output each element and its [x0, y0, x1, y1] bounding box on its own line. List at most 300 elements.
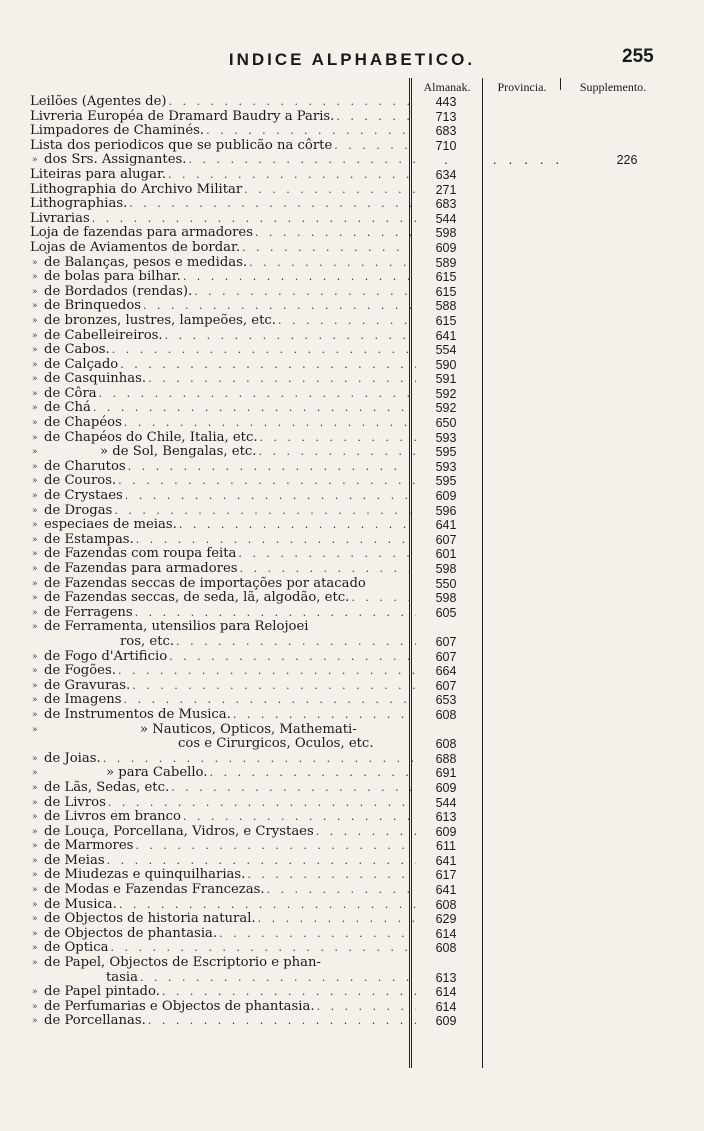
almanak-page: 590: [435, 357, 457, 372]
dot-leader: [258, 431, 416, 446]
dot-leader: [231, 708, 416, 723]
entry-text: de Louça, Porcellana, Vidros, e Crystaes: [44, 823, 314, 839]
almanak-page: 593: [435, 459, 457, 474]
ditto-mark: »: [32, 447, 38, 458]
ditto-mark: »: [32, 491, 38, 502]
entry-text: de bronzes, lustres, lampeões, etc.: [44, 312, 276, 328]
dot-leader: [332, 139, 416, 154]
dot-leader: [166, 168, 416, 183]
dot-leader: [163, 329, 416, 344]
dot-leader: [116, 474, 416, 489]
entry-text: de Objectos de historia natural.: [44, 911, 256, 927]
almanak-page: 608: [435, 897, 457, 912]
ditto-mark: »: [32, 651, 38, 662]
entry-text: de Fazendas para armadores: [44, 561, 238, 576]
almanak-page: 598: [435, 591, 457, 606]
entry-text: de Musica.: [44, 896, 117, 912]
index-entry: [30, 561, 457, 577]
index-entry: [30, 779, 457, 796]
entry-text: de Chá: [44, 400, 91, 416]
dot-leader: [204, 124, 416, 139]
dot-leader: [207, 766, 416, 781]
ditto-mark: »: [32, 709, 38, 720]
almanak-page: 613: [435, 810, 457, 825]
dot-leader: [314, 825, 416, 840]
dot-leader: [177, 518, 416, 533]
entry-text: de Joias.: [44, 750, 101, 766]
almanak-page: 443: [435, 95, 457, 109]
entry-text: de Brinquedos: [44, 298, 142, 314]
entry-text: de Fazendas seccas de importações por atacado: [44, 575, 366, 591]
entry-text: tasia: [106, 969, 139, 985]
ditto-mark: »: [32, 534, 38, 545]
entry-text: de Ferragens: [44, 604, 133, 620]
ditto-mark: »: [32, 841, 38, 852]
index-entry: [30, 458, 457, 475]
ditto-mark: »: [32, 593, 38, 604]
dot-leader: [90, 212, 416, 227]
almanak-page: 641: [435, 328, 457, 343]
entry-text: » para Cabello.: [106, 765, 208, 781]
ditto-mark: »: [32, 914, 38, 925]
entry-text: de Cabos.: [44, 342, 110, 358]
ditto-mark: »: [32, 155, 38, 166]
index-entry: [30, 736, 457, 752]
almanak-page: 634: [435, 167, 457, 182]
dot-leader: [181, 810, 416, 825]
ditto-mark: »: [32, 388, 38, 399]
index-entry: [30, 620, 416, 635]
entry-text: de Lãs, Sedas, etc.: [44, 779, 170, 795]
dot-leader: [265, 883, 416, 898]
dot-leader: [245, 868, 416, 883]
entry-text: de Instrumentos de Musica.: [44, 706, 231, 722]
index-entry: [30, 415, 457, 431]
dot-leader: [133, 839, 416, 854]
entry-text: de Meias: [44, 852, 105, 868]
ditto-mark: »: [32, 797, 38, 808]
ditto-mark: »: [32, 418, 38, 429]
dot-leader: [91, 401, 416, 416]
ditto-mark: »: [32, 899, 38, 910]
ditto-mark: »: [32, 885, 38, 896]
index-entry: [30, 502, 457, 519]
entry-text: Loja de fazendas para armadores: [30, 225, 253, 241]
almanak-page: 614: [435, 999, 457, 1014]
dot-leader: [167, 95, 416, 110]
almanak-page: 598: [435, 226, 457, 241]
ditto-mark: »: [32, 812, 38, 823]
dot-leader: [126, 460, 416, 475]
index-entry: [30, 706, 457, 723]
entry-text: de Charutos: [44, 458, 126, 474]
almanak-page: 588: [435, 299, 457, 314]
index-entry: [30, 312, 457, 329]
entry-text: de Couros.: [44, 473, 117, 489]
almanak-page: 615: [435, 284, 457, 299]
entry-text: Livrarias: [30, 210, 90, 226]
dot-leader: [133, 606, 416, 621]
entry-text: de Côra: [44, 385, 97, 401]
ditto-mark: »: [32, 257, 38, 268]
entry-text: de Bordados (rendas).: [44, 283, 193, 299]
dot-leader: [118, 358, 416, 373]
entry-text: de Ferramenta, utensilios para Relojoei: [44, 619, 309, 635]
index-entry-list: [30, 94, 638, 1029]
almanak-page: 683: [435, 197, 457, 212]
almanak-page: 607: [435, 532, 457, 547]
dot-leader: [160, 985, 416, 1000]
index-entry: [30, 633, 457, 650]
index-entry: [30, 181, 457, 198]
index-entry: [30, 356, 457, 373]
index-entry: [30, 108, 457, 125]
almanak-page: 664: [435, 664, 457, 679]
provincia-page: . . . . .: [492, 153, 564, 168]
almanak-page: 554: [435, 343, 457, 358]
entry-text: de Livros em branco: [44, 809, 181, 825]
entry-text: ros, etc.: [120, 633, 175, 649]
dot-leader: [236, 547, 416, 562]
entry-text: de Balanças, pesos e medidas.: [44, 254, 248, 270]
entry-text: de Imagens: [44, 692, 122, 708]
almanak-page: 609: [435, 489, 457, 504]
index-entry: [30, 488, 457, 504]
index-entry: [30, 882, 457, 898]
ditto-mark: »: [32, 345, 38, 356]
almanak-page: 595: [435, 445, 457, 460]
index-entry: [30, 648, 457, 665]
entry-text: » Nauticos, Opticos, Mathemati-: [140, 721, 357, 737]
entry-text: » de Sol, Bengalas, etc.: [100, 444, 257, 460]
ditto-mark: »: [32, 695, 38, 706]
almanak-page: 601: [435, 547, 457, 562]
index-entry: [30, 969, 457, 986]
dot-leader: [112, 504, 416, 519]
almanak-page: 589: [435, 255, 457, 270]
entry-text: de Marmores: [44, 838, 134, 854]
almanak-page: 611: [436, 839, 456, 854]
index-entry: [30, 692, 457, 708]
index-entry: [30, 809, 457, 825]
index-entry: [30, 371, 457, 387]
index-entry: [30, 225, 457, 241]
almanak-page: 609: [435, 824, 457, 839]
ditto-mark: »: [32, 826, 38, 837]
supplemento-page: 226: [616, 153, 638, 168]
dot-leader: [130, 679, 416, 694]
entry-text: de Perfumarias e Objectos de phantasia.: [44, 998, 315, 1014]
index-entry: [30, 269, 457, 285]
index-entry: [30, 137, 457, 154]
almanak-page: 609: [435, 1014, 457, 1029]
ditto-mark: »: [32, 928, 38, 939]
dot-leader: [315, 1000, 416, 1015]
almanak-page: 615: [435, 313, 457, 328]
ditto-mark: »: [32, 1001, 38, 1012]
dot-leader: [108, 941, 416, 956]
almanak-page: 609: [435, 240, 457, 255]
index-entry: [30, 794, 457, 811]
almanak-page: 607: [435, 634, 457, 649]
ditto-mark: »: [32, 987, 38, 998]
dot-leader: [146, 372, 416, 387]
index-entry: [30, 750, 457, 767]
page-number: 255: [622, 46, 654, 67]
entry-text: de Drogas: [44, 502, 113, 518]
index-entry: [30, 298, 457, 314]
almanak-page: 592: [435, 386, 457, 401]
almanak-page: 614: [435, 985, 457, 1000]
almanak-page: 544: [435, 795, 457, 810]
almanak-page: 641: [435, 853, 457, 868]
ditto-mark: »: [32, 520, 38, 531]
ditto-mark: »: [32, 461, 38, 472]
entry-text: cos e Cirurgicos, Oculos, etc.: [178, 736, 374, 752]
index-entry: [30, 444, 457, 460]
ditto-mark: »: [32, 782, 38, 793]
entry-text: Lista dos periodicos que se publicão na côrte: [30, 137, 333, 153]
almanak-page: 614: [435, 926, 457, 941]
column-rule-middle: [482, 78, 483, 1068]
dot-leader: [169, 781, 416, 796]
ditto-mark: »: [32, 315, 38, 326]
index-entry: [30, 823, 457, 840]
index-entry: [30, 984, 457, 1000]
dot-leader: [334, 110, 416, 125]
ditto-mark: »: [32, 1016, 38, 1027]
entry-text: de Fogões.: [44, 663, 116, 679]
entry-text: de Optica: [44, 940, 109, 956]
ditto-mark: »: [32, 330, 38, 341]
almanak-page: 641: [435, 883, 457, 898]
index-entry: [30, 254, 457, 271]
dot-leader: [138, 971, 416, 986]
dot-leader: [123, 489, 416, 504]
index-entry: [30, 663, 457, 679]
column-header-almanak: Almanak.: [423, 80, 471, 94]
ditto-mark: »: [32, 432, 38, 443]
dot-leader: [116, 664, 416, 679]
index-entry: [30, 210, 457, 227]
ditto-mark: »: [32, 286, 38, 297]
entry-text: de Estampas.: [44, 531, 134, 547]
index-entry: [30, 575, 457, 592]
dot-leader: [276, 314, 416, 329]
almanak-page: 688: [435, 751, 457, 766]
almanak-page: 591: [435, 372, 457, 387]
index-entry: [30, 590, 457, 606]
entry-text: de Livros: [44, 794, 106, 810]
entry-text: Lithographias.: [30, 196, 128, 212]
entry-text: dos Srs. Assignantes.: [44, 152, 187, 168]
entry-text: de Casquinhas.: [44, 371, 147, 387]
almanak-page: 615: [435, 270, 457, 285]
almanak-page: 608: [435, 707, 457, 722]
entry-text: de Papel, Objectos de Escriptorio e phan-: [44, 955, 321, 971]
index-entry: [30, 283, 457, 300]
entry-text: de Calçado: [44, 356, 119, 372]
entry-text: de Fogo d'Artificio: [44, 648, 168, 664]
entry-text: de Chapéos do Chile, Italia, etc.: [44, 429, 258, 445]
ditto-mark: »: [32, 943, 38, 954]
index-entry: [30, 473, 457, 489]
almanak-page: 550: [435, 576, 457, 591]
ditto-mark: »: [32, 549, 38, 560]
column-header-supplemento: Supplemento.: [579, 80, 647, 94]
dot-leader: [106, 796, 416, 811]
index-entry: [30, 896, 457, 913]
index-entry: [30, 765, 457, 781]
ditto-mark: »: [32, 272, 38, 283]
dot-leader: [247, 256, 416, 271]
almanak-page: 593: [435, 430, 457, 445]
ditto-mark: »: [32, 301, 38, 312]
ditto-mark: »: [32, 666, 38, 677]
index-entry: [30, 342, 457, 358]
ditto-mark: »: [32, 359, 38, 370]
ditto-mark: »: [32, 622, 38, 633]
almanak-page: 608: [435, 737, 457, 752]
index-entry: [30, 123, 457, 139]
index-entry: [30, 867, 457, 883]
almanak-page: 544: [435, 211, 457, 226]
ditto-mark: »: [32, 724, 38, 735]
dot-leader: [242, 183, 416, 198]
almanak-page: 713: [435, 109, 457, 124]
almanak-page: 691: [435, 766, 457, 781]
ditto-mark: »: [32, 855, 38, 866]
almanak-page: 271: [435, 182, 457, 197]
entry-text: de bolas para bilhar.: [44, 269, 181, 285]
ditto-mark: »: [32, 505, 38, 516]
almanak-page: 613: [435, 970, 457, 985]
index-entry: [30, 196, 457, 212]
index-entry: [30, 940, 457, 956]
dot-leader: [167, 650, 416, 665]
index-entry: [30, 239, 457, 256]
entry-text: Leilões (Agentes de): [30, 94, 167, 109]
almanak-page: 607: [435, 678, 457, 693]
dot-leader: [181, 270, 416, 285]
index-entry: [30, 166, 457, 183]
dot-leader: [127, 197, 416, 212]
dot-leader: [238, 562, 416, 577]
entry-text: de Miudezas e quinquilharias.: [44, 867, 246, 883]
entry-text: de Cabelleireiros.: [44, 327, 163, 343]
index-entry: [30, 604, 457, 621]
dot-leader: [110, 343, 416, 358]
almanak-page: 607: [435, 649, 457, 664]
index-entry: [30, 925, 457, 942]
dot-leader: [240, 241, 416, 256]
entry-text: de Fazendas com roupa feita: [44, 546, 237, 562]
dot-leader: [117, 898, 416, 913]
almanak-page: 592: [435, 401, 457, 416]
dot-leader: [134, 533, 416, 548]
entry-text: especiaes de meias.: [44, 517, 177, 533]
almanak-page: 609: [435, 780, 457, 795]
almanak-page: .: [444, 153, 448, 168]
ditto-mark: »: [32, 958, 38, 969]
almanak-page: 617: [435, 868, 457, 883]
index-entry: [30, 531, 457, 548]
dot-leader: [122, 693, 416, 708]
entry-text: de Objectos de phantasia.: [44, 925, 218, 941]
entry-text: de Chapéos: [44, 415, 122, 431]
dot-leader: [192, 285, 416, 300]
almanak-page: 650: [435, 416, 457, 431]
almanak-page: 710: [435, 138, 457, 153]
entry-text: Limpadores de Chaminés.: [30, 123, 205, 139]
index-entry: [30, 723, 416, 738]
dot-leader: [349, 591, 416, 606]
entry-text: de Fazendas seccas, de seda, lã, algodão, etc.: [44, 590, 350, 606]
ditto-mark: »: [32, 374, 38, 385]
page-title: INDICE ALPHABETICO.: [228, 50, 476, 69]
dot-leader: [256, 912, 416, 927]
dot-leader: [146, 1014, 416, 1029]
index-entry: [30, 677, 457, 694]
entry-text: Livreria Européa de Dramard Baudry a Paris.: [30, 108, 335, 124]
entry-text: de Gravuras.: [44, 677, 131, 693]
ditto-mark: »: [32, 768, 38, 779]
dot-leader: [101, 752, 416, 767]
entry-text: de Modas e Fazendas Francezas.: [44, 882, 265, 898]
index-entry: [30, 956, 416, 971]
entry-text: de Porcellanas.: [44, 1013, 146, 1029]
index-entry: [30, 152, 638, 168]
ditto-mark: »: [32, 476, 38, 487]
almanak-page: 598: [435, 562, 457, 576]
dot-leader: [186, 153, 416, 168]
entry-text: de Papel pintado.: [44, 984, 160, 1000]
index-entry: [30, 327, 457, 344]
index-entry: [30, 94, 457, 110]
ditto-mark: »: [32, 680, 38, 691]
entry-text: de Crystaes: [44, 488, 123, 504]
ditto-mark: »: [32, 753, 38, 764]
index-entry: [30, 998, 457, 1015]
dot-leader: [97, 387, 416, 402]
ditto-mark: »: [32, 564, 38, 574]
almanak-page: 605: [435, 605, 457, 620]
ditto-mark: »: [32, 607, 38, 618]
index-entry: [30, 429, 457, 446]
almanak-page: 641: [435, 518, 457, 533]
index-entry: [30, 838, 456, 854]
column-header-provincia: Provincia.: [497, 80, 547, 94]
index-entry: [30, 400, 457, 416]
dot-leader: [122, 416, 416, 431]
dot-leader: [141, 299, 416, 314]
ditto-mark: »: [32, 870, 38, 881]
almanak-page: 653: [435, 693, 457, 708]
almanak-page: 683: [435, 124, 457, 139]
index-entry: [30, 546, 457, 562]
dot-leader: [253, 226, 416, 241]
almanak-page: 629: [435, 912, 457, 927]
entry-text: Lojas de Aviamentos de bordar.: [30, 239, 241, 255]
index-entry: [30, 1013, 457, 1029]
dot-leader: [174, 635, 416, 650]
dot-leader: [217, 927, 416, 942]
dot-leader: [105, 854, 416, 869]
index-entry: [30, 517, 457, 533]
almanak-page: 608: [435, 941, 457, 956]
ditto-mark: »: [32, 578, 38, 589]
dot-leader: [256, 445, 416, 460]
